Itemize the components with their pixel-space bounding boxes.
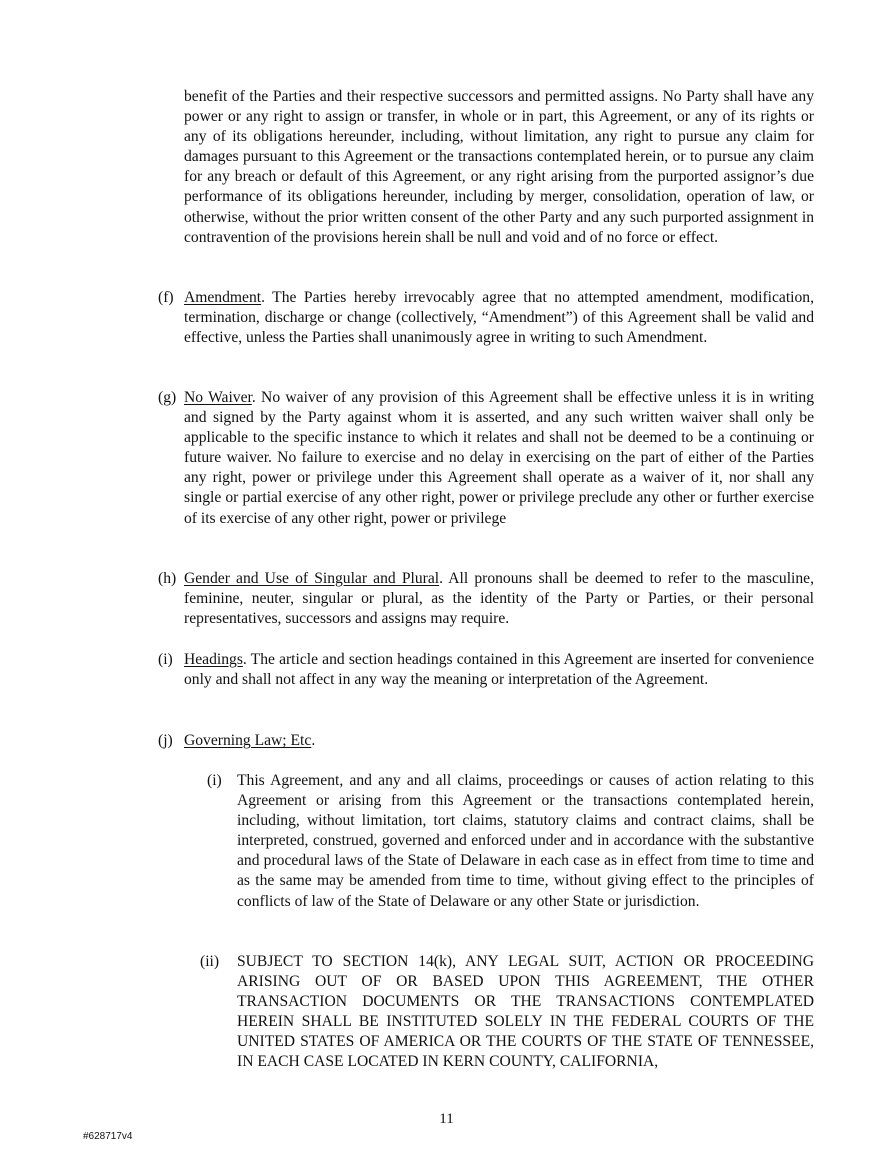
section-heading: Headings: [184, 651, 243, 668]
section-body: [184, 288, 814, 348]
section-label: (j): [158, 732, 173, 749]
section-heading: No Waiver: [184, 389, 252, 406]
subsection-label: (ii): [200, 953, 220, 970]
section-text: . The article and section headings contained in this Agreement are inserted for convenience only and shall not affect in any way the meaning or interpretation of the Agreement.: [184, 651, 814, 689]
section-label: (f): [158, 289, 174, 306]
section-body: [184, 731, 814, 751]
subsection-text: SUBJECT TO SECTION 14(k), ANY LEGAL SUIT, ACTION OR PROCEEDING ARISING OUT OF OR BASED UPON THIS AGREEMENT, THE OTHER TRANSACTION DOCUMENTS OR THE TRANSACTIONS CONTEMPLATED HEREIN SHALL BE INSTITUTED SOLELY IN THE FEDERAL COURTS OF THE UNITED STATES OF AMERICA OR THE COURTS OF THE STATE OF TENNESSEE, IN EACH CASE LOCATED IN KERN COUNTY, CALIFORNIA,: [237, 953, 814, 1071]
section-heading: Gender and Use of Singular and Plural: [184, 570, 440, 587]
section-heading: Governing Law; Etc: [184, 732, 312, 749]
subsection-text: This Agreement, and any and all claims, proceedings or causes of action relating to this Agreement or arising from this Agreement or the transactions contemplated herein, including, without limitation, tort claims, statutory claims and contract claims, shall be interpreted, construed, governed and enforced under and in accordance with the substantive and procedural laws of the State of Delaware in each case as in effect from time to time and as the same may be amended from time to time, without giving effect to the principles of conflicts of law of the State of Delaware or any other State or jurisdiction.: [237, 772, 814, 910]
subsection-label: (i): [207, 772, 222, 789]
section-label: (h): [158, 570, 177, 587]
section-text: . The Parties hereby irrevocably agree that no attempted amendment, modification, termination, discharge or change (collectively, “Amendment”) of this Agreement shall be valid and effective, unless the Parties shall unanimously agree in writing to such Amendment.: [184, 289, 814, 347]
section-label: (g): [158, 389, 177, 406]
document-id: #628717v4: [83, 1131, 133, 1142]
section-body: [184, 650, 814, 690]
section-body: [184, 569, 814, 629]
page-number: 11: [439, 1111, 454, 1127]
section-body: [184, 388, 814, 529]
section-text: . All pronouns shall be deemed to refer to the masculine, feminine, neuter, singular or plural, as the identity of the Party or Parties, or their personal representatives, successors and assigns may require.: [184, 570, 814, 628]
section-heading: Amendment: [184, 289, 262, 306]
section-label: (i): [158, 651, 173, 668]
section-text: . No waiver of any provision of this Agreement shall be effective unless it is in writing and signed by the Party against whom it is asserted, and any such written waiver shall only be applicable to the specific instance to which it relates and shall not be deemed to be a continuing or future waiver. No failure to exercise and no delay in exercising on the part of either of the Parties any right, power or privilege under this Agreement shall operate as a waiver of it, nor shall any single or partial exercise of any other right, power or privilege preclude any other or further exercise of its exercise of any other right, power or privilege: [184, 389, 814, 527]
continuation-paragraph: benefit of the Parties and their respective successors and permitted assigns. No Party shall have any power or any right to assign or transfer, in whole or in part, this Agreement, or any of its rights or any of its obligations hereunder, including, without limitation, any right to pursue any claim for damages pursuant to this Agreement or the transactions contemplated herein, or to pursue any claim for any breach or default of this Agreement, or any right arising from the purported assignor’s due performance of its obligations hereunder, including by merger, consolidation, operation of law, or otherwise, without the prior written consent of the other Party and any such purported assignment in contravention of the provisions herein shall be null and void and of no force or effect.: [184, 88, 814, 246]
section-text: .: [311, 732, 316, 749]
